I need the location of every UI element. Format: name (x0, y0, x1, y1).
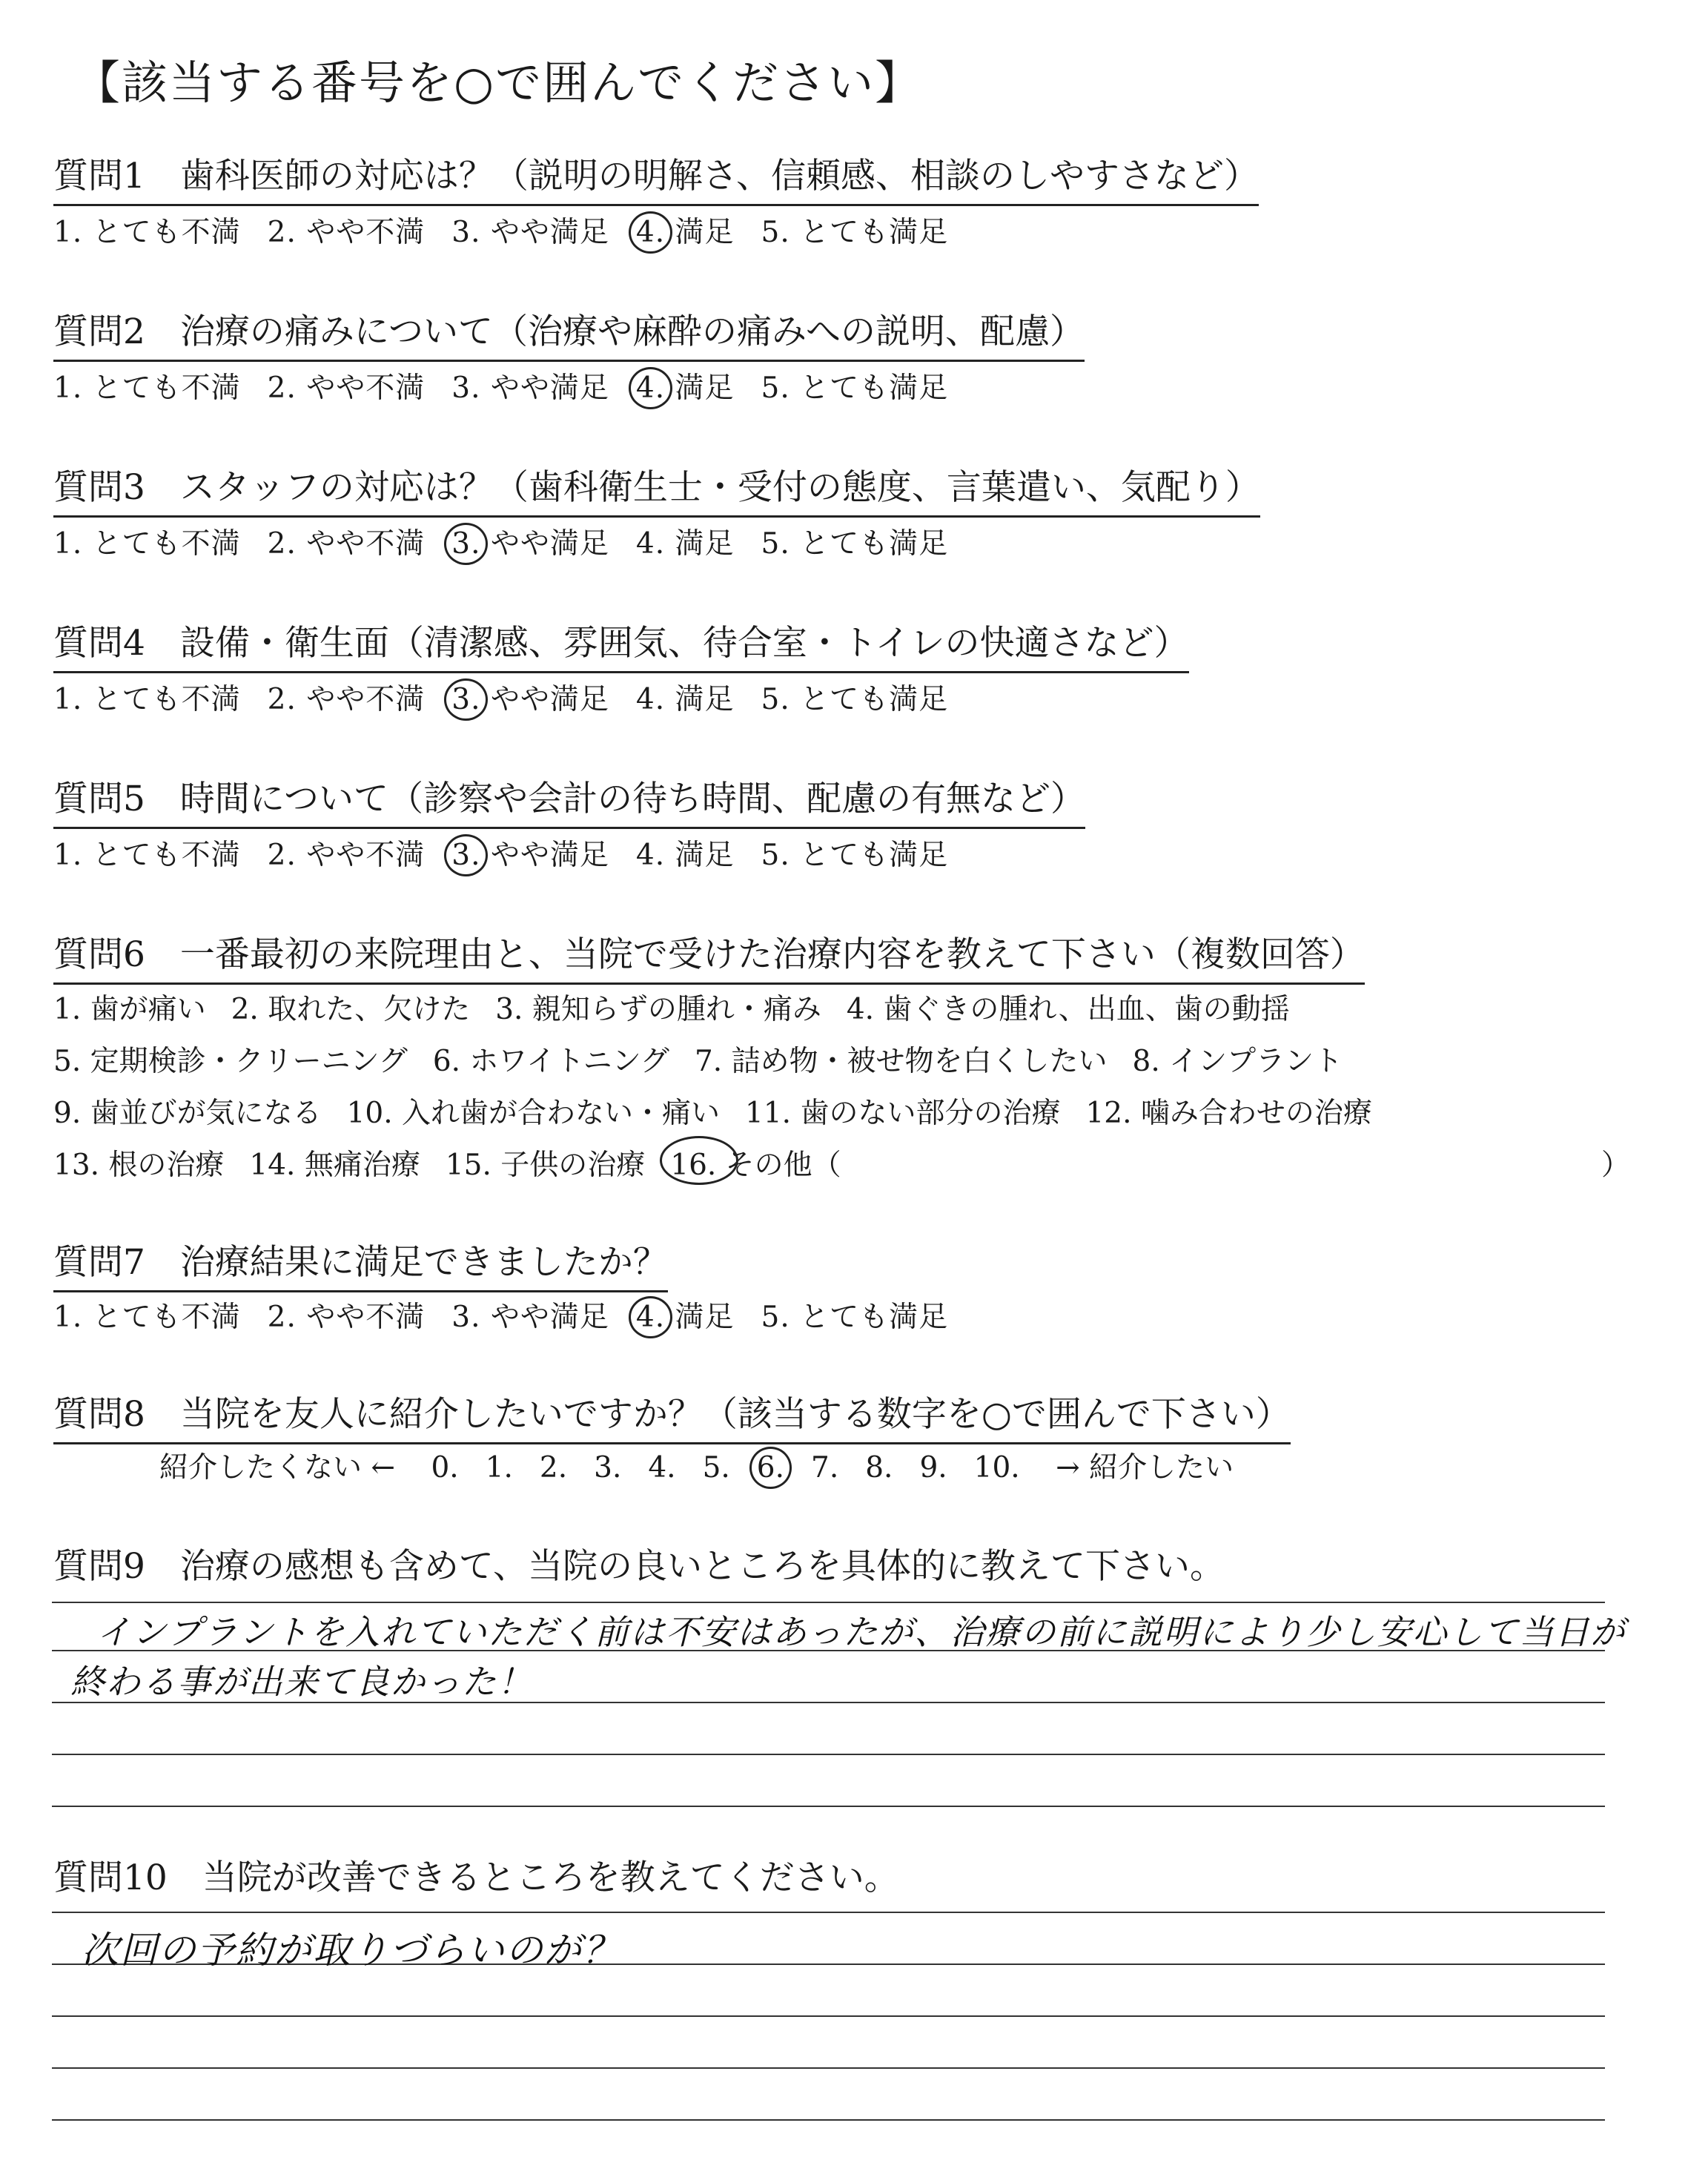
q5-options (53, 832, 975, 873)
rating-option (451, 832, 609, 873)
q6-option: 14. 無痛治療 (249, 1149, 420, 1182)
rating-option-number: 4. (635, 683, 666, 716)
rating-option-label: 満足 (665, 371, 735, 405)
rating-option-number: 2. (267, 683, 297, 716)
rating-option-number: 4. (635, 839, 666, 872)
rating-option-number: 4. (635, 1301, 666, 1334)
q4-options (53, 676, 975, 718)
rating-option (451, 521, 609, 562)
rating-option-label: とても満足 (790, 527, 949, 561)
rating-option (761, 521, 949, 562)
rating-option (53, 832, 241, 873)
rating-option-label: 満足 (665, 527, 735, 561)
q5-heading: 質問5 時間について（診察や会計の待ち時間、配慮の有無など） (53, 771, 1085, 829)
survey-title: 【該当する番号を○で囲んでください】 (74, 56, 923, 110)
rating-option-label: とても満足 (790, 839, 949, 872)
q8-scale-value: 9. (919, 1451, 947, 1484)
rating-option-number: 5. (761, 839, 790, 872)
q6-option: 12. 噛み合わせの治療 (1085, 1097, 1372, 1130)
q8-scale-value: 5. (702, 1451, 730, 1484)
q3-options (53, 521, 975, 562)
rating-option (53, 209, 241, 251)
rating-option-number: 5. (761, 527, 790, 561)
rating-option-label: やや不満 (296, 839, 426, 872)
q2-options (53, 365, 975, 406)
q3-heading: 質問3 スタッフの対応は？（歯科衛生士・受付の態度、言葉遣い、気配り） (53, 460, 1260, 518)
q1-heading: 質問1 歯科医師の対応は？（説明の明解さ、信頼感、相談のしやすさなど） (53, 148, 1259, 206)
rating-option-number: 1. (53, 839, 83, 872)
q8-scale-value: 0. (431, 1451, 459, 1484)
rating-option (636, 1294, 735, 1335)
q6-option: 9. 歯並びが気になる (53, 1097, 322, 1130)
q7-options (53, 1294, 975, 1335)
rating-option (268, 676, 426, 718)
rating-option-number: 2. (267, 527, 297, 561)
rating-option-label: やや満足 (480, 216, 609, 249)
q6-option: 8. インプラント (1132, 1045, 1343, 1078)
q8-scale-value: 3. (594, 1451, 622, 1484)
q8-heading: 質問8 当院を友人に紹介したいですか？（該当する数字を○で囲んで下さい） (53, 1387, 1291, 1444)
rating-option-number: 1. (53, 1301, 83, 1334)
rating-option-label: やや不満 (296, 527, 426, 561)
rating-option-label: やや満足 (480, 1301, 609, 1334)
q8-left-label: 紹介したくない ← (159, 1451, 396, 1484)
rating-option-label: 満足 (665, 1301, 735, 1334)
rating-option (761, 365, 949, 406)
q6-option-other: 16. その他（ (670, 1142, 866, 1183)
q6-option: 4. 歯ぐきの腫れ、出血、歯の動揺 (846, 993, 1290, 1026)
rating-option (451, 209, 609, 251)
rating-option (636, 365, 735, 406)
q6-selected-circle (660, 1136, 738, 1185)
answer-line (52, 1806, 1605, 1807)
q6-option: 2. 取れた、欠けた (231, 993, 471, 1026)
q6-option: 6. ホワイトニング (432, 1045, 669, 1078)
rating-option-number: 1. (53, 527, 83, 561)
rating-option (451, 676, 609, 718)
rating-option-label: やや満足 (480, 527, 609, 561)
rating-option-number: 1. (53, 216, 83, 249)
rating-option (451, 365, 609, 406)
q8-scale-value: 7. (811, 1451, 839, 1484)
q6-heading: 質問6 一番最初の来院理由と、当院で受けた治療内容を教えて下さい（複数回答） (53, 927, 1365, 985)
rating-option (451, 1294, 609, 1335)
rating-option (636, 676, 735, 718)
q6-row-3 (53, 1090, 1397, 1132)
rating-option-number: 4. (635, 527, 666, 561)
answer-line (52, 1602, 1605, 1603)
q8-scale-value: 8. (865, 1451, 893, 1484)
rating-option-label: とても満足 (790, 216, 949, 249)
rating-option-label: やや不満 (296, 1301, 426, 1334)
rating-option-label: やや満足 (480, 683, 609, 716)
rating-option-label: とても不満 (82, 527, 241, 561)
q6-row-2 (53, 1038, 1368, 1080)
rating-option-label: とても不満 (82, 371, 241, 405)
rating-option (53, 1294, 241, 1335)
q1-options (53, 209, 975, 251)
rating-option-label: 満足 (665, 683, 735, 716)
q4-heading: 質問4 設備・衛生面（清潔感、雰囲気、待合室・トイレの快適さなど） (53, 615, 1189, 673)
rating-option-number: 1. (53, 371, 83, 405)
rating-option-label: とても不満 (82, 216, 241, 249)
q6-option: 1. 歯が痛い (53, 993, 206, 1026)
q6-option: 7. 詰め物・被せ物を白くしたい (694, 1045, 1108, 1078)
rating-option (53, 676, 241, 718)
rating-option-number: 3. (451, 527, 481, 561)
rating-option-label: とても不満 (82, 839, 241, 872)
rating-option-number: 2. (267, 216, 297, 249)
rating-option (268, 209, 426, 251)
rating-option-number: 5. (761, 683, 790, 716)
rating-option-label: やや満足 (480, 371, 609, 405)
q6-row-1 (53, 986, 1315, 1028)
answer-line (52, 2067, 1605, 2069)
rating-option-number: 2. (267, 371, 297, 405)
rating-option-label: とても不満 (82, 683, 241, 716)
rating-option (761, 676, 949, 718)
rating-option-label: やや不満 (296, 683, 426, 716)
rating-option (636, 521, 735, 562)
rating-option-number: 3. (451, 371, 481, 405)
q8-scale-value: 10. (973, 1451, 1020, 1484)
rating-option (53, 521, 241, 562)
rating-option-label: 満足 (665, 839, 735, 872)
answer-line (52, 1912, 1605, 1913)
q6-option: 13. 根の治療 (53, 1149, 225, 1182)
q9-heading: 質問9 治療の感想も含めて、当院の良いところを具体的に教えて下さい。 (53, 1546, 1225, 1587)
rating-option-label: やや不満 (296, 216, 426, 249)
q9-answer-line-1: インプラントを入れていただく前は不安はあったが、治療の前に説明により少し安心して当日が (96, 1612, 1626, 1652)
rating-option-number: 3. (451, 1301, 481, 1334)
rating-option (268, 1294, 426, 1335)
rating-option (761, 209, 949, 251)
rating-option-number: 5. (761, 371, 790, 405)
rating-option-number: 3. (451, 839, 481, 872)
q6-row-4 (53, 1142, 892, 1183)
rating-option-label: やや不満 (296, 371, 426, 405)
rating-option (53, 365, 241, 406)
rating-option-number: 4. (635, 371, 666, 405)
rating-option-label: とても満足 (790, 371, 949, 405)
q7-heading: 質問7 治療結果に満足できましたか？ (53, 1235, 668, 1292)
q8-values (431, 1451, 1046, 1484)
answer-line (52, 2015, 1605, 2017)
rating-option-number: 5. (761, 216, 790, 249)
rating-option-number: 3. (451, 683, 481, 716)
q10-answer-line-1: 次回の予約が取りづらいのが？ (82, 1929, 621, 1972)
q6-other-close-paren: ） (1601, 1149, 1631, 1182)
rating-option-number: 3. (451, 216, 481, 249)
q9-answer-line-2: 終わる事が出来て良かった！ (70, 1662, 533, 1702)
q6-option: 11. 歯のない部分の治療 (745, 1097, 1061, 1130)
rating-option (636, 832, 735, 873)
rating-option (761, 832, 949, 873)
rating-option-number: 2. (267, 839, 297, 872)
q8-scale-value: 4. (648, 1451, 676, 1484)
rating-option-number: 4. (635, 216, 666, 249)
rating-option (268, 521, 426, 562)
q8-scale (159, 1444, 1260, 1486)
q6-option: 15. 子供の治療 (445, 1149, 646, 1182)
rating-option-number: 2. (267, 1301, 297, 1334)
q6-option: 5. 定期検診・クリーニング (53, 1045, 408, 1078)
q6-option: 10. 入れ歯が合わない・痛い (346, 1097, 721, 1130)
rating-option (636, 209, 735, 251)
rating-option-number: 1. (53, 683, 83, 716)
rating-option-label: とても満足 (790, 683, 949, 716)
q8-scale-value: 2. (539, 1451, 568, 1484)
rating-option-label: とても不満 (82, 1301, 241, 1334)
rating-option-label: やや満足 (480, 839, 609, 872)
rating-option-number: 5. (761, 1301, 790, 1334)
q10-heading: 質問10 当院が改善できるところを教えてください。 (53, 1857, 899, 1898)
q8-scale-value: 1. (485, 1451, 513, 1484)
rating-option (761, 1294, 949, 1335)
rating-option-label: とても満足 (790, 1301, 949, 1334)
q6-option: 3. 親知らずの腫れ・痛み (495, 993, 821, 1026)
q2-heading: 質問2 治療の痛みについて（治療や麻酔の痛みへの説明、配慮） (53, 304, 1085, 362)
rating-option (268, 832, 426, 873)
rating-option-label: 満足 (665, 216, 735, 249)
rating-option (268, 365, 426, 406)
answer-line (52, 1754, 1605, 1755)
answer-line (52, 2119, 1605, 2121)
q8-scale-value: 6. (756, 1451, 785, 1484)
q8-right-label: → 紹介したい (1056, 1451, 1234, 1484)
